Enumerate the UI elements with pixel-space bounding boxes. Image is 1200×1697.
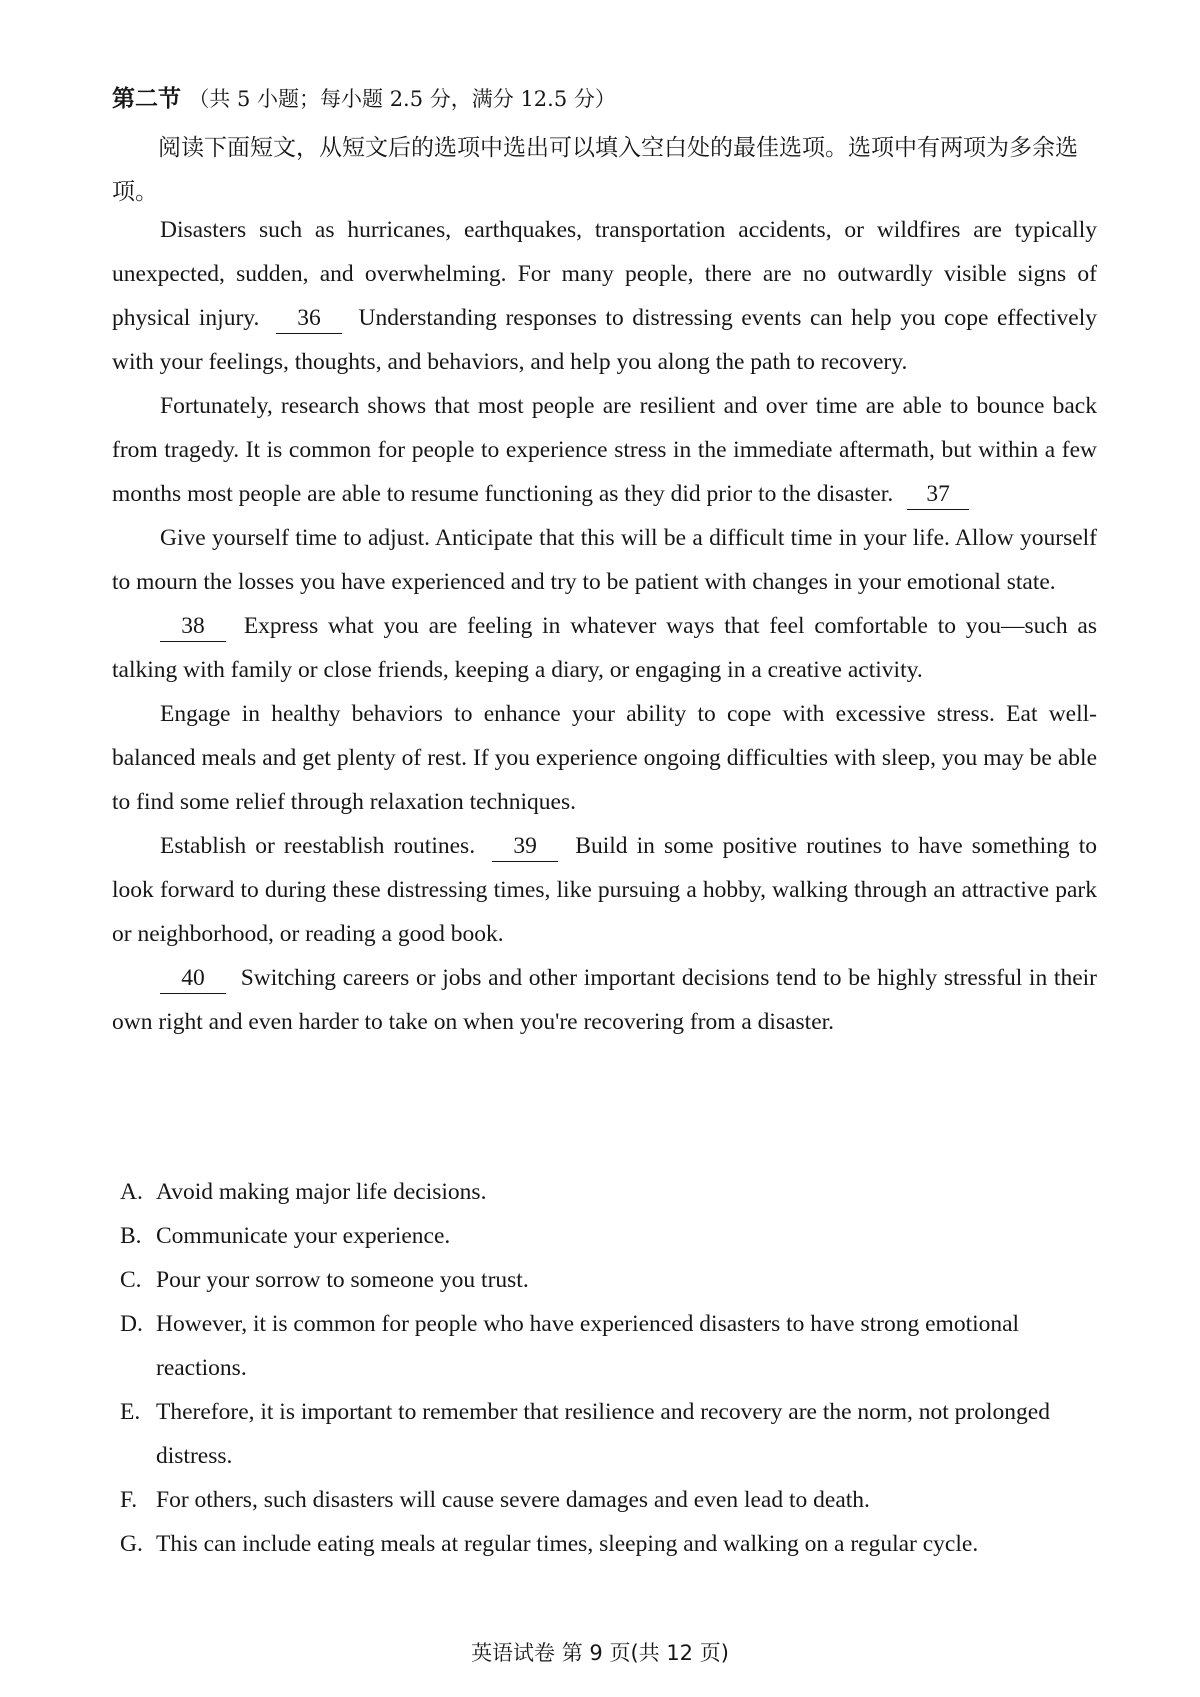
option-text: Avoid making major life decisions. [156, 1179, 487, 1205]
paragraph-text: Switching careers or jobs and other important decisions tend to be highly stressful in their own right and even harder to take on when you're recovering from a disaster. [112, 965, 1097, 1035]
paragraph-1 [112, 208, 1097, 384]
paragraph-text: Build in some positive routines to have something to look forward to during these distressing times, like pursuing a hobby, walking through an attractive park or neighborhood, or reading a good book. [112, 833, 1098, 947]
option-letter: G. [120, 1531, 143, 1557]
option-c [120, 1258, 1110, 1302]
option-letter: B. [120, 1223, 142, 1249]
option-letter: D. [120, 1311, 143, 1337]
paragraph-4 [112, 604, 1097, 692]
paragraph-5 [112, 692, 1097, 824]
paragraph-3 [112, 516, 1097, 604]
paragraph-text: Establish or reestablish routines. [160, 833, 476, 859]
paragraph-text: Disasters such as hurricanes, earthquakes, transportation accidents, or wildfires are typically unexpected, sudden, and overwhelming. For many people, there are no outwardly visible signs of physical injury. [112, 217, 1097, 331]
section-scoring: （共 5 小题；每小题 2.5 分，满分 12.5 分） [188, 87, 616, 111]
answer-options [120, 1170, 1110, 1566]
blank-39: 39 [492, 831, 558, 862]
option-letter: A. [120, 1179, 143, 1205]
page-footer: 英语试卷 第 9 页(共 12 页) [471, 1641, 729, 1665]
paragraph-text: Engage in healthy behaviors to enhance your ability to cope with excessive stress. Eat well-balanced meals and get plenty of rest. If you experience ongoing difficulties with sleep, you may be able to find some relief through relaxation techniques. [112, 701, 1097, 815]
paragraph-text: Fortunately, research shows that most people are resilient and over time are able to bounce back from tragedy. It is common for people to experience stress in the immediate aftermath, but within a few months most people are able to resume functioning as they did prior to the disaster. [112, 393, 1097, 507]
option-letter: F. [120, 1487, 138, 1513]
option-text: However, it is common for people who have experienced disasters to have strong emotional reactions. [156, 1311, 1020, 1381]
passage [112, 208, 1097, 1044]
option-text: Communicate your experience. [156, 1223, 451, 1249]
section-heading: 第二节 [112, 85, 181, 112]
blank-36: 36 [276, 303, 342, 334]
option-text: Pour your sorrow to someone you trust. [156, 1267, 529, 1293]
paragraph-text: Give yourself time to adjust. Anticipate that this will be a difficult time in your life. Allow yourself to mourn the losses you have experienced and try to be patient with changes in your emotional state. [112, 525, 1097, 595]
blank-38: 38 [160, 611, 226, 642]
section-header [112, 84, 616, 114]
option-d [120, 1302, 1110, 1390]
option-text: For others, such disasters will cause severe damages and even lead to death. [156, 1487, 870, 1513]
paragraph-text: Understanding responses to distressing events can help you cope effectively with your feelings, thoughts, and behaviors, and help you along the path to recovery. [112, 305, 1098, 375]
paragraph-6 [112, 824, 1097, 956]
blank-40: 40 [160, 963, 226, 994]
option-letter: E. [120, 1399, 141, 1425]
option-text: This can include eating meals at regular times, sleeping and walking on a regular cycle. [156, 1531, 979, 1557]
paragraph-2 [112, 384, 1097, 516]
option-f [120, 1478, 1110, 1522]
option-letter: C. [120, 1267, 142, 1293]
option-e [120, 1390, 1110, 1478]
option-g [120, 1522, 1110, 1566]
option-text: Therefore, it is important to remember that resilience and recovery are the norm, not prolonged distress. [156, 1399, 1050, 1469]
blank-37: 37 [907, 479, 969, 510]
option-b [120, 1214, 1110, 1258]
instructions: 阅读下面短文，从短文后的选项中选出可以填入空白处的最佳选项。选项中有两项为多余选项。 [112, 135, 1078, 205]
paragraph-7 [112, 956, 1097, 1044]
paragraph-text: Express what you are feeling in whatever ways that feel comfortable to you—such as talking with family or close friends, keeping a diary, or engaging in a creative activity. [112, 613, 1097, 683]
option-a [120, 1170, 1110, 1214]
